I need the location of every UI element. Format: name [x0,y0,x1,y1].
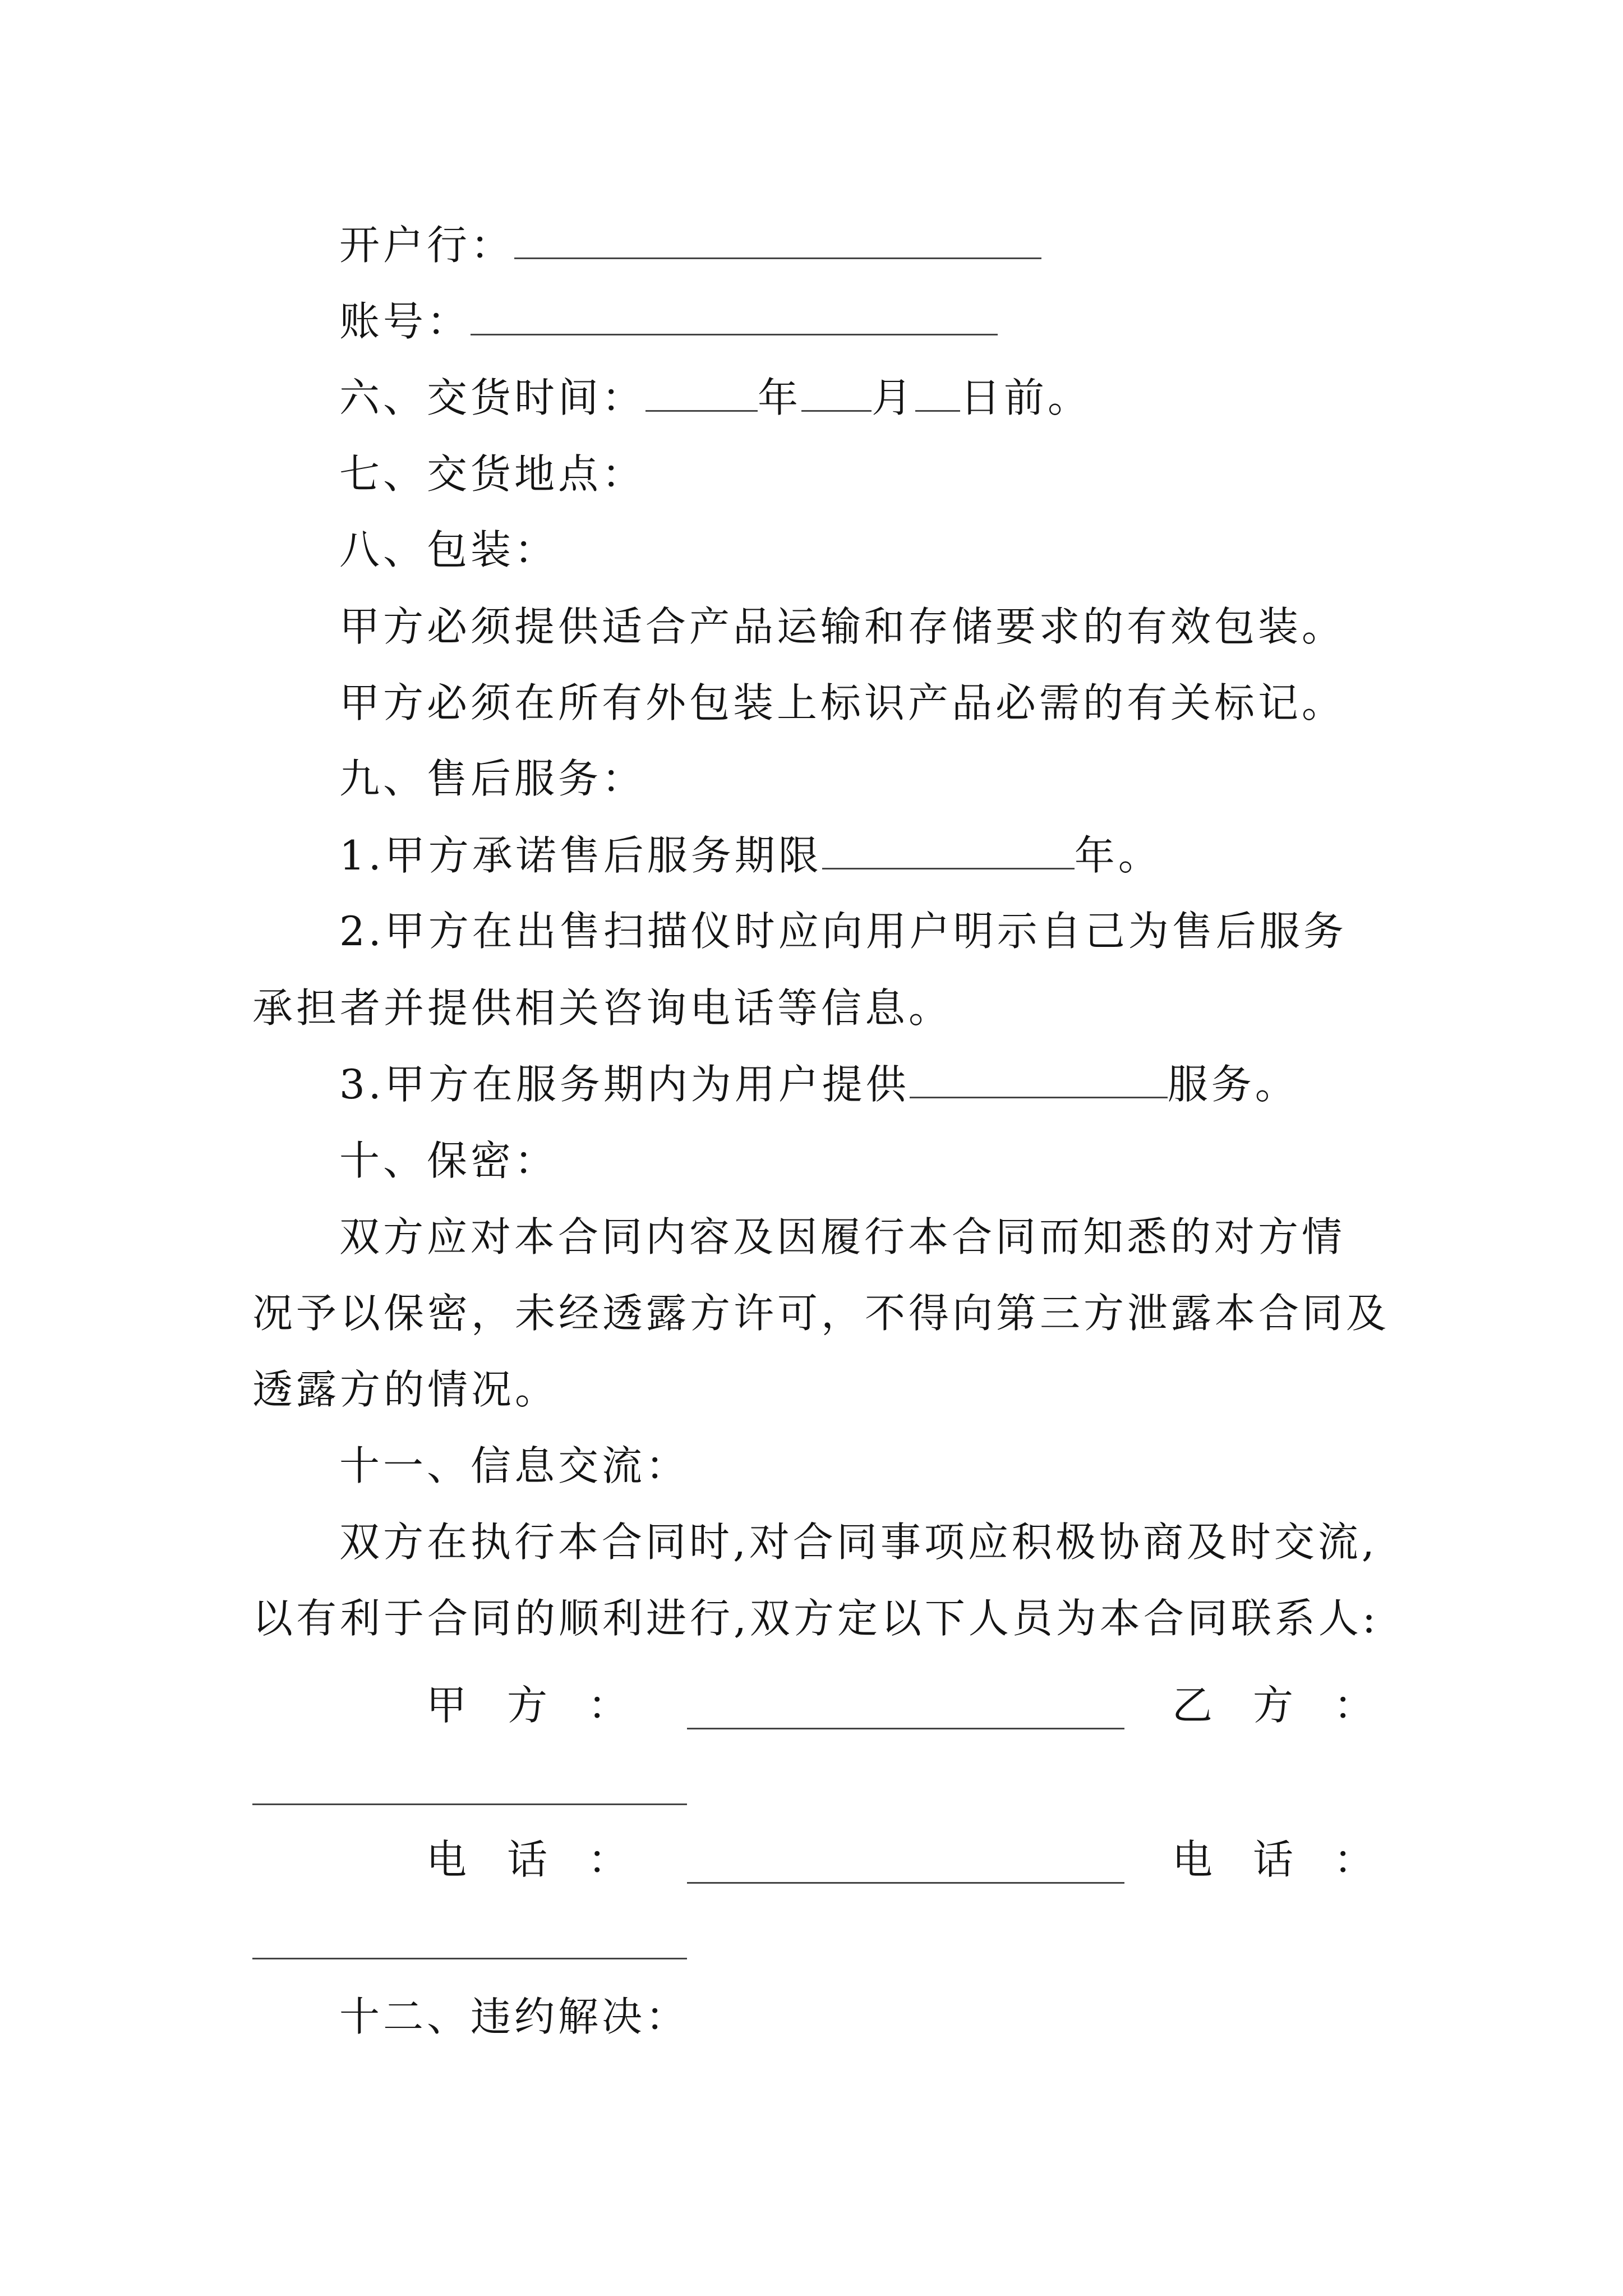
service-period-field[interactable] [822,831,1075,869]
secrecy-line-1: 双方应对本合同内容及因履行本合同而知悉的对方情 [339,1213,1346,1260]
delivery-month-label: 月 [872,374,916,421]
account-line [339,296,998,347]
bank-line [339,220,1041,270]
delivery-year-field[interactable] [645,373,758,412]
delivery-month-field[interactable] [801,373,872,412]
delivery-place-line: 七、交货地点： [339,450,646,498]
packaging-item-1: 甲方必须提供适合产品运输和存储要求的有效包装。 [339,603,1346,650]
service-item-1-text: 1.甲方承诺售后服务期限 [339,832,822,879]
packaging-item-2: 甲方必须在所有外包装上标识产品必需的有关标记。 [339,679,1346,726]
service-item-2-line-2: 承担者并提供相关咨询电话等信息。 [252,984,953,1032]
phone-b-field[interactable] [252,1958,687,1959]
service-item-1 [339,830,1162,881]
service-content-field[interactable] [910,1060,1168,1098]
service-item-3 [339,1059,1299,1110]
secrecy-line-3: 透露方的情况。 [252,1366,559,1413]
delivery-time-line [339,372,1091,423]
service-item-3-suffix: 服务。 [1167,1061,1299,1108]
phone-a-field[interactable] [687,1882,1124,1884]
account-field[interactable] [471,297,998,335]
bank-label: 开户行： [339,222,515,269]
delivery-time-label: 六、交货时间： [339,374,646,421]
service-item-3-text: 3.甲方在服务期内为用户提供 [339,1061,910,1108]
account-label: 账号： [339,298,471,345]
info-heading: 十一、信息交流： [339,1442,690,1489]
secrecy-line-2: 况予以保密，未经透露方许可，不得向第三方泄露本合同及 [252,1290,1390,1337]
phone-b-label: 电 话 ： [1172,1836,1375,1883]
info-line-2: 以有利于合同的顺利进行,双方定以下人员为本合同联系人: [252,1595,1380,1642]
party-a-field[interactable] [687,1728,1124,1729]
delivery-day-label: 日前。 [960,374,1092,421]
secrecy-heading: 十、保密： [339,1137,559,1184]
service-heading: 九、售后服务： [339,755,646,802]
breach-heading: 十二、违约解决： [339,1993,690,2040]
info-line-1: 双方在执行本合同时,对合同事项应积极协商及时交流, [339,1519,1378,1566]
party-b-field[interactable] [252,1803,687,1805]
packaging-heading: 八、包装： [339,526,559,573]
party-a-label: 甲 方 ： [426,1682,629,1729]
service-item-2-line-1: 2.甲方在出售扫描仪时应向用户明示自己为售后服务 [339,908,1347,955]
delivery-year-label: 年 [758,374,802,421]
phone-a-label: 电 话 ： [426,1836,629,1883]
delivery-day-field[interactable] [915,373,960,412]
service-item-1-suffix: 年。 [1074,832,1162,879]
party-b-label: 乙 方 ： [1172,1682,1375,1729]
bank-field[interactable] [514,220,1041,259]
